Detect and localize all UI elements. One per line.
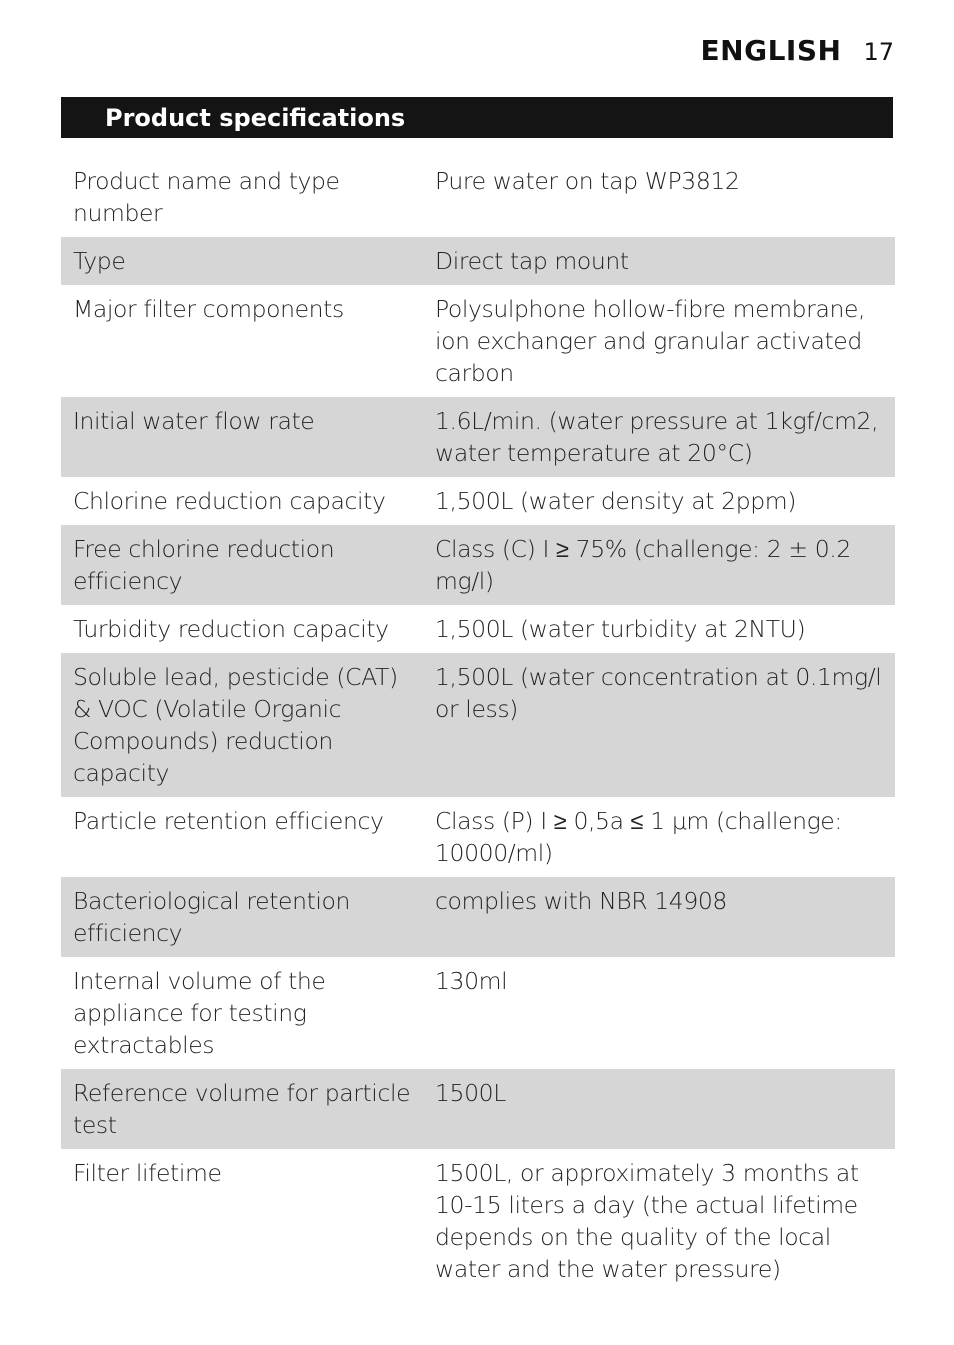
page-header [701, 34, 894, 67]
spec-row [61, 1069, 895, 1149]
section-title: Product specifications [105, 104, 406, 132]
spec-label: Reference volume for particle test [61, 1069, 423, 1149]
spec-row [61, 605, 895, 653]
spec-value: 1,500L (water concentration at 0.1mg/l or less) [423, 653, 895, 797]
spec-label: Turbidity reduction capacity [73, 615, 389, 643]
spec-value: Pure water on tap WP3812 [435, 167, 740, 195]
spec-label: Internal volume of the appliance for testing extractables [73, 967, 326, 1059]
spec-row [61, 957, 895, 1069]
spec-value: 1500L [423, 1069, 895, 1149]
specifications-table [61, 157, 895, 1293]
page-number: 17 [863, 38, 894, 66]
spec-row [61, 525, 895, 605]
spec-label: Type [61, 237, 423, 285]
spec-label: Particle retention efficiency [73, 807, 384, 835]
spec-value: Class (C) I ≥ 75% (challenge: 2 ± 0.2 mg/l) [423, 525, 895, 605]
spec-label: Product name and type number [73, 167, 340, 227]
spec-label: Bacteriological retention efficiency [61, 877, 423, 957]
spec-label: Initial water flow rate [61, 397, 423, 477]
spec-value: 1,500L (water density at 2ppm) [435, 487, 796, 515]
spec-label: Filter lifetime [73, 1159, 222, 1187]
spec-value: Polysulphone hollow-fibre membrane, ion exchanger and granular activated carbon [435, 295, 866, 387]
spec-row [61, 877, 895, 957]
spec-row [61, 285, 895, 397]
spec-value: 1,500L (water turbidity at 2NTU) [435, 615, 806, 643]
spec-row [61, 397, 895, 477]
spec-value: complies with NBR 14908 [423, 877, 895, 957]
spec-row [61, 797, 895, 877]
spec-label: Major filter components [73, 295, 344, 323]
spec-row [61, 1149, 895, 1293]
spec-value: 130ml [435, 967, 508, 995]
spec-label: Chlorine reduction capacity [73, 487, 386, 515]
spec-label: Soluble lead, pesticide (CAT) & VOC (Volatile Organic Compounds) reduction capacity [61, 653, 423, 797]
spec-value: 1500L, or approximately 3 months at 10-15 liters a day (the actual lifetime depends on the quality of the local water and the water pressure) [435, 1159, 859, 1283]
spec-row [61, 157, 895, 237]
spec-label: Free chlorine reduction efficiency [61, 525, 423, 605]
spec-value: Direct tap mount [423, 237, 895, 285]
spec-value: Class (P) I ≥ 0,5a ≤ 1 μm (challenge: 10000/ml) [435, 807, 842, 867]
spec-row [61, 653, 895, 797]
spec-row [61, 477, 895, 525]
spec-value: 1.6L/min. (water pressure at 1kgf/cm2, water temperature at 20°C) [423, 397, 895, 477]
section-header-bar [61, 97, 893, 138]
spec-row [61, 237, 895, 285]
language-heading: ENGLISH [700, 34, 842, 67]
